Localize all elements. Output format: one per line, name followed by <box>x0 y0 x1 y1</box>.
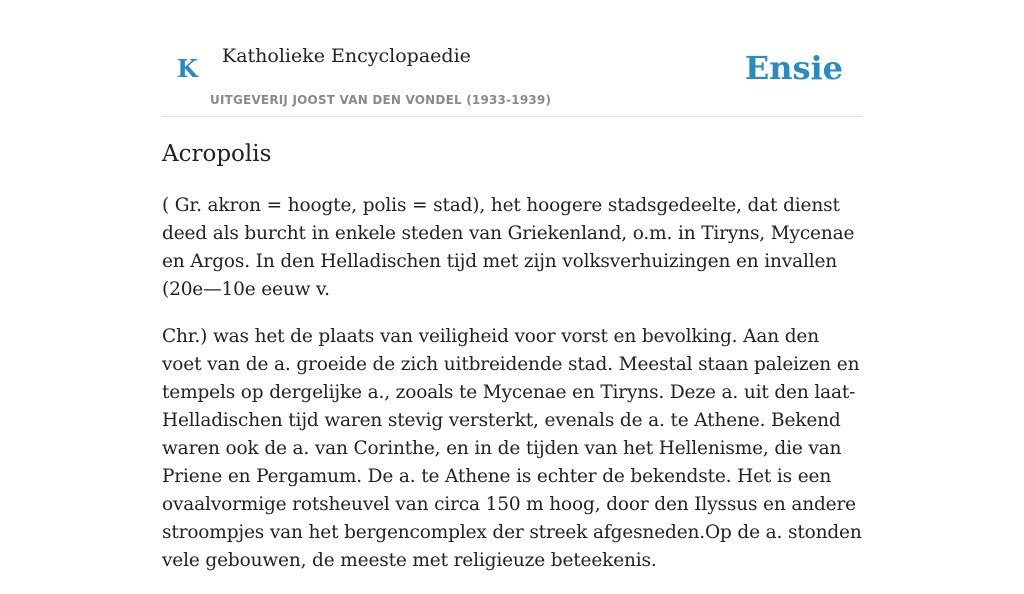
article-paragraph: Chr.) was het de plaats van veiligheid voor vorst en bevolking. Aan den voet van de a. groeide de zich uitbreidende stad. Meestal staan paleizen en tempels op dergelijke a., zooals te Mycenae en Tiryns. Deze a. uit den laat-Helladischen tijd waren stevig versterkt, evenals de a. te Athene. Bekend waren ook de a. van Corinthe, en in de tijden van het Hellenisme, die van Priene en Pergamum. De a. te Athene is echter de bekendste. Het is een ovaalvormige rotsheuvel van circa 150 m hoog, door den Ilyssus en andere stroompjes van het bergencomplex der streek afgesneden.Op de a. stonden vele gebouwen, de meeste met religieuze beteekenis. <box>162 326 862 571</box>
publisher-label: UITGEVERIJ JOOST VAN DEN VONDEL (1933-1939) <box>210 93 552 107</box>
article-title: Acropolis <box>162 141 272 167</box>
article-paragraph: ( Gr. akron = hoogte, polis = stad), het hoogere stadsgedeelte, dat dienst deed als burcht in enkele steden van Griekenland, o.m. in Tiryns, Mycenae en Argos. In den Helladischen tijd met zijn volksverhuizingen en invallen (20e—10e eeuw v. <box>162 195 855 300</box>
brand-logo-link[interactable]: Ensie <box>744 49 843 87</box>
book-title[interactable]: Katholieke Encyclopaedie <box>222 45 471 67</box>
article <box>162 138 862 594</box>
book-logo[interactable]: K <box>177 54 198 83</box>
site-header <box>162 0 862 117</box>
